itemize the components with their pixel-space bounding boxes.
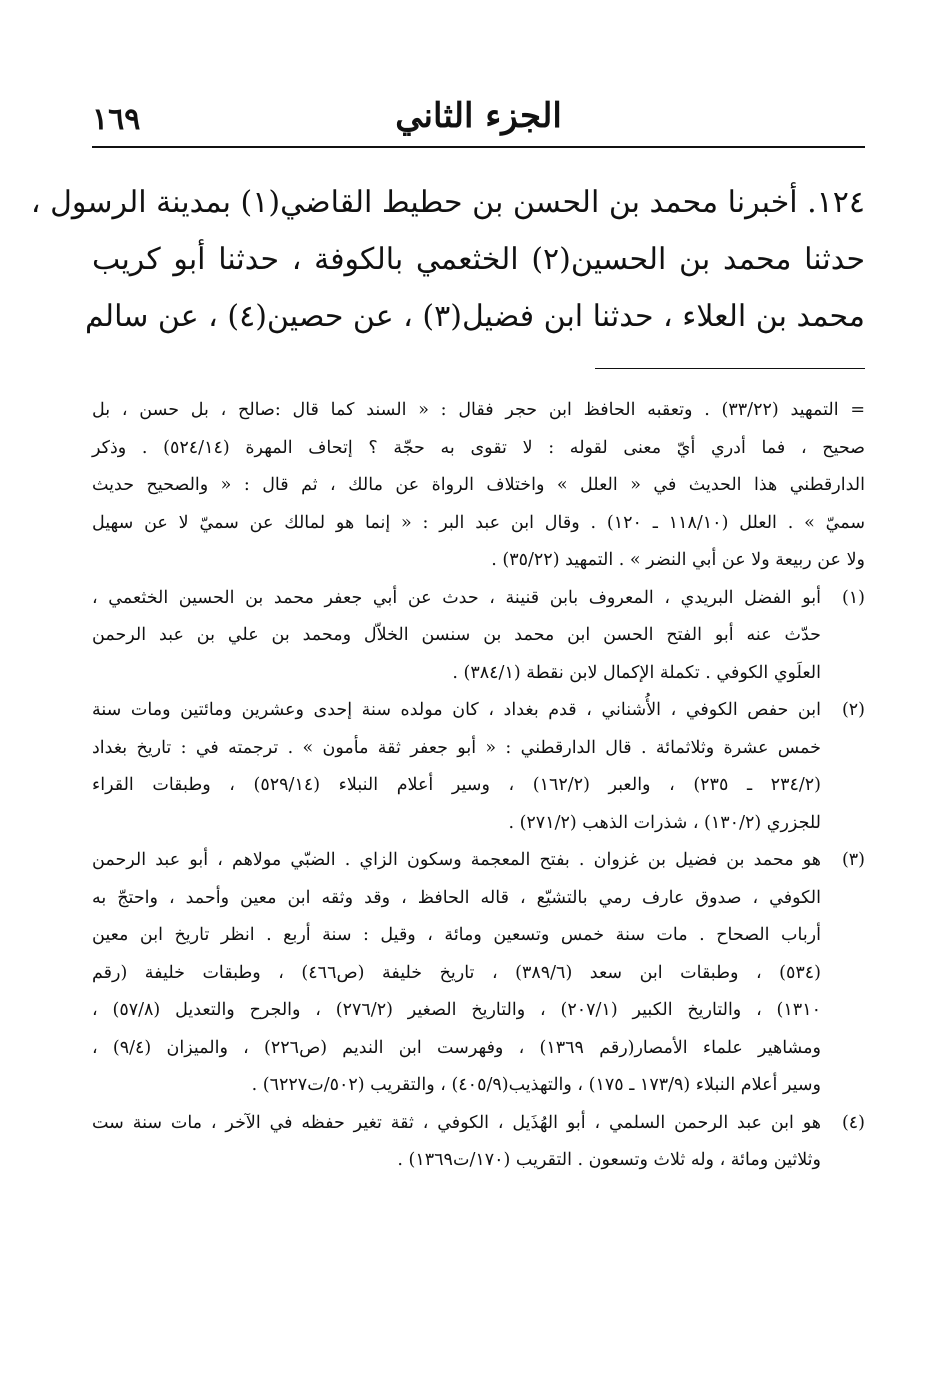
- main-text: [30, 174, 865, 345]
- footnote-2: [92, 692, 865, 842]
- footnote-line: (٥٣٤) ، وطبقات ابن سعد (٣٨٩/٦) ، تاريخ خليفة (ص٤٦٦) ، وطبقات خليفة (رقم: [92, 962, 821, 983]
- footnote-line: سميّ » . العلل (١١٨/١٠ ـ ١٢٠) . وقال ابن عبد البر : « إنما هو لمالك عن سميّ لا عن سهيل: [92, 512, 865, 533]
- footnote-body: [92, 692, 821, 842]
- footnote-line: ومشاهير علماء الأمصار(رقم ١٣٦٩) ، وفهرست ابن النديم (ص٢٢٦) ، والميزان (٩/٤) ،: [92, 1037, 821, 1058]
- page-header: [92, 96, 865, 146]
- footnote-line: وسير أعلام النبلاء (١٧٣/٩ ـ ١٧٥) ، والتهذيب(٤٠٥/٩) ، والتقريب (٥٠٢/ت٦٢٢٧) .: [251, 1075, 821, 1095]
- footnote-line: ١٣١٠) ، والتاريخ الكبير (٢٠٧/١) ، والتاريخ الصغير (٢٧٦/٢) ، والجرح والتعديل (٥٧/٨) ،: [92, 1000, 821, 1020]
- footnote-4: [92, 1105, 865, 1180]
- footnote-line: وثلاثين ومائة ، وله ثلاث وتسعون . التقريب (١٧٠/ت١٣٦٩) .: [397, 1150, 821, 1170]
- footnote-line: الدارقطني هذا الحديث في « العلل » واختلاف الرواة عن مالك ، ثم قال : « والصحيح حديث: [92, 475, 865, 495]
- header-rule: [92, 146, 865, 148]
- footnote-line: ابن حفص الكوفي ، الأُشناني ، قدم بغداد ، كان مولده سنة إحدى وعشرين ومائتين ومات سنة: [92, 700, 821, 720]
- footnote-body: [92, 1105, 821, 1180]
- footnote-marker: (٣): [841, 850, 865, 870]
- footnote-line: خمس عشرة وثلاثمائة . قال الدارقطني : « أبو جعفر ثقة مأمون » . ترجمته في : تاريخ بغداد: [92, 737, 821, 758]
- footnote-line: هو ابن عبد الرحمن السلمي ، أبو الهُذَيل ، الكوفي ، ثقة تغير حفظه في الآخر ، مات سنة ست: [92, 1112, 821, 1133]
- footnote-line: حدّث عنه أبو الفتح الحسن ابن محمد بن سنسن الخلاّل ومحمد بن علي بن عبد الرحمن: [92, 625, 821, 645]
- footnote-body: [92, 580, 821, 693]
- footnote-line: صحيح ، فما أدري أيّ معنى لقوله : لا تقوى به حجّة ؟ إتحاف المهرة (٥٢٤/١٤) . وذكر: [92, 437, 866, 458]
- footnote-line: ولا عن ربيعة ولا عن أبي النضر » . التمهيد (٣٥/٢٢) .: [491, 550, 865, 570]
- footnote-1: [92, 580, 865, 693]
- footnote-body: [92, 842, 821, 1105]
- footnote-body: [92, 392, 865, 580]
- footnote-marker: (١): [841, 587, 865, 608]
- footnote-line: أرباب الصحاح . مات سنة خمس وتسعين ومائة ، وقيل : سنة أربع . انظر تاريخ ابن معين: [92, 925, 821, 945]
- footnote-continuation: [92, 392, 865, 580]
- footnote-line: الكوفي ، صدوق عارف رمي بالتشيّع ، قاله الحافظ ، وقد وثقه ابن معين وأحمد ، واحتجّ به: [92, 887, 821, 908]
- footnote-line: (٢٣٤/٢ ـ ٢٣٥) ، والعبر (١٦٢/٢) ، وسير أعلام النبلاء (٥٢٩/١٤) ، وطبقات القراء: [92, 775, 821, 795]
- footnote-rule: [595, 368, 865, 369]
- footnote-line: = التمهيد (٣٣/٢٢) . وتعقبه الحافظ ابن حجر فقال : « السند كما قال :صالح ، بل حسن ، بل: [92, 400, 865, 420]
- footnote-line: أبو الفضل البريدي ، المعروف بابن قنينة ، حدث عن أبي جعفر محمد بن الحسين الخثعمي ،: [92, 587, 821, 608]
- footnote-marker: (٢): [841, 700, 865, 720]
- footnote-line: للجزري (١٣٠/٢) ، شذرات الذهب (٢٧١/٢) .: [508, 812, 821, 833]
- main-line: محمد بن العلاء ، حدثنا ابن فضيل(٣) ، عن حصين(٤) ، عن سالم: [84, 299, 865, 334]
- main-line: ١٢٤. أخبرنا محمد بن الحسن بن حطيط القاضي(١) بمدينة الرسول ،: [30, 185, 865, 220]
- main-line: حدثنا محمد بن الحسين(٢) الخثعمي بالكوفة ، حدثنا أبو كريب: [92, 242, 865, 277]
- footnotes: [92, 392, 865, 1180]
- running-title: الجزء الثاني: [395, 96, 562, 136]
- page-number: ١٦٩: [92, 102, 141, 137]
- footnote-marker: (٤): [841, 1112, 865, 1133]
- footnote-line: العلَوي الكوفي . تكملة الإكمال لابن نقطة (٣٨٤/١) .: [452, 662, 821, 683]
- footnote-line: هو محمد بن فضيل بن غزوان . بفتح المعجمة وسكون الزاي . الضبّي مولاهم ، أبو عبد الرحمن: [92, 850, 821, 870]
- footnote-3: [92, 842, 865, 1105]
